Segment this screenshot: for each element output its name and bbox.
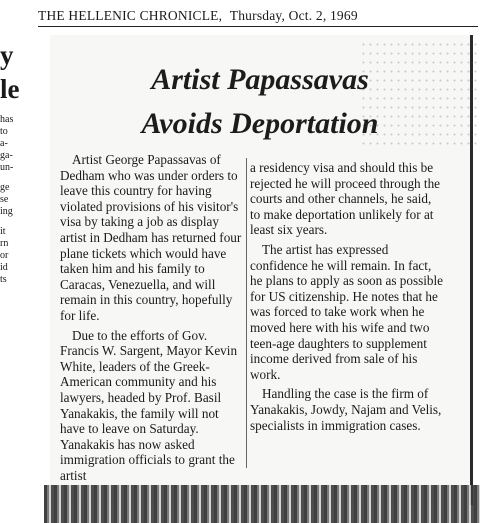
article-headline xyxy=(70,58,450,146)
column-divider xyxy=(246,158,247,468)
fragment-line: rn xyxy=(0,238,9,249)
fragment-line: it xyxy=(0,226,6,237)
fragment-lines xyxy=(0,114,42,174)
article-column-1 xyxy=(60,152,246,483)
article-paragraph: Handling the case is the firm of Yanakakis, Jowdy, Najam and Velis, specialists in immigration cases. xyxy=(250,386,442,433)
fragment-line: ge xyxy=(0,182,10,193)
fragment-line: to xyxy=(0,126,8,137)
fragment-line: a- xyxy=(0,138,8,149)
adjacent-column-fragment xyxy=(0,38,42,286)
masthead xyxy=(38,8,478,27)
fragment-line: ga- xyxy=(0,150,13,161)
paper-name: THE HELLENIC CHRONICLE, xyxy=(38,8,223,23)
headline-line: Avoids Deportation xyxy=(141,107,379,140)
fragment-line: ts xyxy=(0,274,7,285)
fragment-lines xyxy=(0,182,42,218)
headline-line: Artist Papassavas xyxy=(151,63,369,96)
fragment-big-letter: le xyxy=(0,74,20,104)
fragment-line: ing xyxy=(0,206,13,217)
fragment-line: or xyxy=(0,250,9,261)
article-paragraph: a residency visa and should this be rejected he will proceed through the courts and other channels, he said, to make deportation unlikely for at least six years. xyxy=(250,160,441,238)
issue-date: Thursday, Oct. 2, 1969 xyxy=(229,8,358,23)
article-paragraph: Due to the efforts of Gov. Francis W. Sargent, Mayor Kevin White, leaders of the Greek-American community and his lawyers, headed by Prof. Basil Yanakakis, the family will not have to leave on Saturday. Yanakakis has now asked immigration officials to grant the artist xyxy=(60,327,238,483)
article-paragraph: Artist George Papassavas of Dedham who was under orders to leave this country for having violated provisions of his visitor's visa by taking a job as display artist in Dedham has returned four plane tickets which would have taken him and his family to Caracas, Venezuella, and will remain in this country, hopefully for life. xyxy=(60,152,242,323)
fragment-line: has xyxy=(0,114,14,125)
fragment-line: se xyxy=(0,194,9,205)
article-column-2 xyxy=(250,160,444,433)
article-paragraph: The artist has expressed confidence he will remain. In fact, he plans to apply as soon as possible for US citizenship. He notes that he was forced to take work when he moved here with his wife and two teen-age daughters to supplement income derived from sale of his work. xyxy=(250,241,444,382)
fragment-line: id xyxy=(0,262,8,273)
fragment-lines xyxy=(0,226,42,286)
fragment-line: un- xyxy=(0,162,14,173)
fragment-big-letter: y xyxy=(0,40,14,70)
